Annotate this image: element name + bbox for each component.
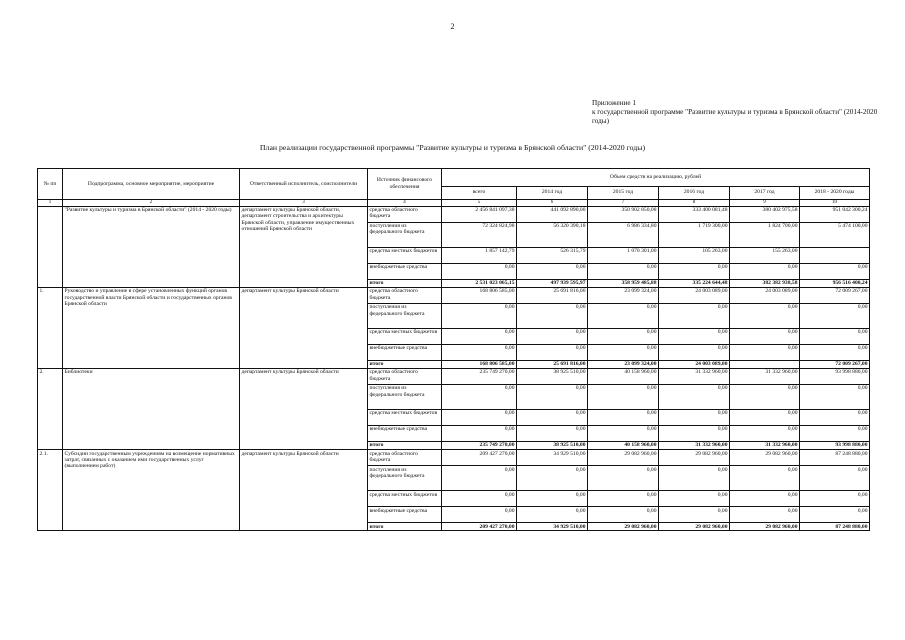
header-subprogram: Подпрограмма, основное мероприятие, мероприятие xyxy=(63,169,240,200)
amount-cell: 2 456 841 097,38 xyxy=(442,206,517,222)
funding-source: итого xyxy=(368,441,442,449)
amount-cell: 31 332 960,00 xyxy=(730,368,800,384)
column-number: 9 xyxy=(730,199,800,206)
header-year-2017: 2017 год xyxy=(730,186,800,199)
funding-source: поступления из федерального бюджета xyxy=(368,384,442,409)
funding-source: средства областного бюджета xyxy=(368,206,442,222)
amount-cell: 0,00 xyxy=(517,384,588,409)
amount-cell: 31 332 960,00 xyxy=(659,368,730,384)
amount-cell: 956 516 400,24 xyxy=(800,279,870,287)
amount-cell: 0,00 xyxy=(800,425,870,441)
amount-cell: 29 082 960,00 xyxy=(588,523,659,531)
amount-cell: 235 749 270,00 xyxy=(442,441,517,449)
amount-cell: 497 939 595,97 xyxy=(517,279,588,287)
funding-source: средства областного бюджета xyxy=(368,287,442,303)
amount-cell: 25 691 816,00 xyxy=(517,360,588,368)
funding-source: внебюджетные средства xyxy=(368,507,442,523)
amount-cell: 0,00 xyxy=(588,425,659,441)
funding-source: средства областного бюджета xyxy=(368,450,442,466)
amount-cell: 23 099 324,00 xyxy=(588,287,659,303)
amount-cell: 31 332 960,00 xyxy=(730,441,800,449)
amount-cell: 0,00 xyxy=(588,409,659,425)
amount-cell: 235 749 270,00 xyxy=(442,368,517,384)
measure-name: "Развитие культуры и туризма в Брянской области" (2014 - 2020 годы) xyxy=(63,206,240,287)
amount-cell: 0,00 xyxy=(730,384,800,409)
amount-cell: 350 902 850,08 xyxy=(588,206,659,222)
measure-name: Библиотеки xyxy=(63,368,240,449)
amount-cell: 25 691 816,00 xyxy=(517,287,588,303)
amount-cell: 23 099 324,00 xyxy=(588,360,659,368)
row-number: 2.1. xyxy=(38,450,63,531)
table-row xyxy=(38,368,870,384)
amount-cell: 1 070 301,00 xyxy=(588,247,659,263)
amount-cell: 0,00 xyxy=(800,344,870,360)
measure-name: Субсидии государственным учреждениям на возмещение нормативных затрат, связанных с оказанием ими государственных услуг (выполнением работ) xyxy=(63,450,240,531)
funding-source: внебюджетные средства xyxy=(368,425,442,441)
amount-cell: 382 382 938,58 xyxy=(730,279,800,287)
header-executor: Ответственный исполнитель, соисполнители xyxy=(240,169,368,200)
amount-cell: 87 248 880,00 xyxy=(800,523,870,531)
amount-cell: 31 332 960,00 xyxy=(659,441,730,449)
amount-cell: 29 082 960,00 xyxy=(730,523,800,531)
table-row xyxy=(38,450,870,466)
page-number: 2 xyxy=(450,22,455,31)
amount-cell: 24 003 089,00 xyxy=(659,287,730,303)
funding-source: внебюджетные средства xyxy=(368,344,442,360)
table-row xyxy=(38,287,870,303)
amount-cell: 40 158 960,00 xyxy=(588,441,659,449)
amount-cell: 0,00 xyxy=(442,409,517,425)
funding-source: поступления из федерального бюджета xyxy=(368,466,442,491)
row-number: 2. xyxy=(38,368,63,449)
header-year-2014: 2014 год xyxy=(517,186,588,199)
amount-cell: 0,00 xyxy=(442,425,517,441)
amount-cell: 1 857 142,79 xyxy=(442,247,517,263)
amount-cell: 0,00 xyxy=(730,344,800,360)
amount-cell: 168 806 585,00 xyxy=(442,360,517,368)
amount-cell: 1 824 700,00 xyxy=(730,222,800,247)
amount-cell: 29 082 960,00 xyxy=(730,450,800,466)
appendix-line-1: Приложение 1 xyxy=(592,99,636,107)
amount-cell: 0,00 xyxy=(730,491,800,507)
amount-cell: 209 427 270,00 xyxy=(442,523,517,531)
amount-cell: 0,00 xyxy=(517,425,588,441)
amount-cell: 0,00 xyxy=(442,491,517,507)
funding-source: средства местных бюджетов xyxy=(368,491,442,507)
amount-cell: 0,00 xyxy=(588,344,659,360)
funding-source: поступления из федерального бюджета xyxy=(368,303,442,328)
amount-cell: 0,00 xyxy=(442,466,517,491)
amount-cell: 0,00 xyxy=(800,491,870,507)
amount-cell: 72 009 267,00 xyxy=(800,360,870,368)
column-number: 7 xyxy=(588,199,659,206)
column-number: 4 xyxy=(368,199,442,206)
amount-cell: 0,00 xyxy=(517,328,588,344)
column-number: 10 xyxy=(800,199,870,206)
amount-cell: 5 474 100,00 xyxy=(800,222,870,247)
amount-cell: 0,00 xyxy=(588,303,659,328)
plan-table xyxy=(37,168,870,531)
amount-cell: 168 806 585,00 xyxy=(442,287,517,303)
amount-cell: 0,00 xyxy=(659,491,730,507)
amount-cell: 0,00 xyxy=(588,263,659,279)
header-volume: Объем средств на реализацию, рублей xyxy=(442,169,870,187)
amount-cell: 6 986 334,80 xyxy=(588,222,659,247)
amount-cell: 526 315,79 xyxy=(517,247,588,263)
amount-cell: 0,00 xyxy=(730,507,800,523)
amount-cell: 0,00 xyxy=(659,425,730,441)
amount-cell: 29 082 960,00 xyxy=(659,523,730,531)
executor: департамент культуры Брянской области xyxy=(240,450,368,531)
amount-cell: 2 531 023 065,15 xyxy=(442,279,517,287)
amount-cell: 0,00 xyxy=(800,507,870,523)
row-number xyxy=(38,206,63,287)
amount-cell: 24 003 089,00 xyxy=(730,287,800,303)
executor: департамент культуры Брянской области xyxy=(240,368,368,449)
plan-table-body xyxy=(38,206,870,531)
amount-cell: 0,00 xyxy=(588,328,659,344)
header-year-2015: 2015 год xyxy=(588,186,659,199)
funding-source: средства местных бюджетов xyxy=(368,409,442,425)
amount-cell: 0,00 xyxy=(800,263,870,279)
funding-source: итого xyxy=(368,279,442,287)
amount-cell: 72 324 824,98 xyxy=(442,222,517,247)
column-number: 8 xyxy=(659,199,730,206)
funding-source: средства местных бюджетов xyxy=(368,328,442,344)
amount-cell: 93 998 880,00 xyxy=(800,441,870,449)
amount-cell: 0,00 xyxy=(588,384,659,409)
amount-cell: 0,00 xyxy=(517,507,588,523)
amount-cell: 87 248 880,00 xyxy=(800,450,870,466)
header-source: Источник финансового обеспечения xyxy=(368,169,442,200)
column-number: 1 xyxy=(38,199,63,206)
header-year-2018-2020: 2018 - 2020 годы xyxy=(800,186,870,199)
amount-cell: 0,00 xyxy=(442,384,517,409)
amount-cell: 0,00 xyxy=(730,328,800,344)
amount-cell: 0,00 xyxy=(442,263,517,279)
amount-cell: 0,00 xyxy=(659,466,730,491)
amount-cell: 0,00 xyxy=(659,507,730,523)
funding-source: поступления из федерального бюджета xyxy=(368,222,442,247)
funding-source: итого xyxy=(368,360,442,368)
funding-source: итого xyxy=(368,523,442,531)
amount-cell: 29 082 960,00 xyxy=(659,450,730,466)
amount-cell: 0,00 xyxy=(659,303,730,328)
amount-cell: 0,00 xyxy=(659,328,730,344)
appendix-note xyxy=(592,99,882,126)
amount-cell xyxy=(730,360,800,368)
amount-cell: 0,00 xyxy=(800,328,870,344)
amount-cell: 0,00 xyxy=(588,507,659,523)
amount-cell: 72 009 267,00 xyxy=(800,287,870,303)
amount-cell: 441 092 890,00 xyxy=(517,206,588,222)
amount-cell: 34 929 510,00 xyxy=(517,450,588,466)
amount-cell: 0,00 xyxy=(442,507,517,523)
header-year-2016: 2016 год xyxy=(659,186,730,199)
amount-cell: 0,00 xyxy=(730,303,800,328)
amount-cell: 0,00 xyxy=(730,425,800,441)
amount-cell: 155 263,00 xyxy=(730,247,800,263)
amount-cell: 0,00 xyxy=(588,491,659,507)
amount-cell: 24 003 089,00 xyxy=(659,360,730,368)
amount-cell: 0,00 xyxy=(517,344,588,360)
table-row xyxy=(38,206,870,222)
amount-cell: 93 998 880,00 xyxy=(800,368,870,384)
amount-cell: 0,00 xyxy=(517,263,588,279)
executor: департамент культуры Брянской области, департамент строительства и архитектуры Брянской области, управление имущественных отношений Брянской области xyxy=(240,206,368,287)
column-number: 6 xyxy=(517,199,588,206)
amount-cell: 34 929 510,00 xyxy=(517,523,588,531)
amount-cell: 0,00 xyxy=(442,328,517,344)
amount-cell: 0,00 xyxy=(659,263,730,279)
column-number: 3 xyxy=(240,199,368,206)
amount-cell xyxy=(800,247,870,263)
appendix-line-2: к государственной программе "Развитие культуры и туризма в Брянской области" (2014-2020 годы) xyxy=(592,108,878,125)
amount-cell: 0,00 xyxy=(730,263,800,279)
row-number: 1. xyxy=(38,287,63,368)
header-year-total: всего xyxy=(442,186,517,199)
amount-cell: 380 402 975,58 xyxy=(730,206,800,222)
amount-cell: 0,00 xyxy=(800,409,870,425)
amount-cell: 56 320 390,18 xyxy=(517,222,588,247)
amount-cell: 0,00 xyxy=(800,384,870,409)
header-number: № пп xyxy=(38,169,63,200)
amount-cell: 0,00 xyxy=(730,409,800,425)
measure-name: Руководство и управление в сфере установленных функций органов государственной власти Брянской области и государственных органов Брянской области xyxy=(63,287,240,368)
amount-cell: 29 082 960,00 xyxy=(588,450,659,466)
amount-cell: 40 158 960,00 xyxy=(588,368,659,384)
amount-cell: 0,00 xyxy=(517,466,588,491)
amount-cell: 0,00 xyxy=(800,466,870,491)
amount-cell: 951 042 300,24 xyxy=(800,206,870,222)
amount-cell: 335 224 644,48 xyxy=(659,279,730,287)
amount-cell: 333 400 081,48 xyxy=(659,206,730,222)
amount-cell: 0,00 xyxy=(800,303,870,328)
amount-cell: 105 263,00 xyxy=(659,247,730,263)
amount-cell: 0,00 xyxy=(517,409,588,425)
amount-cell: 0,00 xyxy=(442,344,517,360)
amount-cell: 358 959 485,88 xyxy=(588,279,659,287)
amount-cell: 38 925 510,00 xyxy=(517,368,588,384)
funding-source: средства областного бюджета xyxy=(368,368,442,384)
column-number: 5 xyxy=(442,199,517,206)
amount-cell: 0,00 xyxy=(730,466,800,491)
executor: департамент культуры Брянской области xyxy=(240,287,368,368)
amount-cell: 209 427 270,00 xyxy=(442,450,517,466)
amount-cell: 0,00 xyxy=(659,344,730,360)
amount-cell: 0,00 xyxy=(517,491,588,507)
funding-source: внебюджетные средства xyxy=(368,263,442,279)
amount-cell: 0,00 xyxy=(659,384,730,409)
amount-cell: 38 925 510,00 xyxy=(517,441,588,449)
amount-cell: 0,00 xyxy=(517,303,588,328)
amount-cell: 0,00 xyxy=(588,466,659,491)
funding-source: средства местных бюджетов xyxy=(368,247,442,263)
amount-cell: 0,00 xyxy=(659,409,730,425)
document-title: План реализации государственной программы "Развитие культуры и туризма в Брянской области" (2014-2020 годы) xyxy=(259,143,646,152)
column-number: 2 xyxy=(63,199,240,206)
amount-cell: 0,00 xyxy=(442,303,517,328)
amount-cell: 1 719 300,00 xyxy=(659,222,730,247)
